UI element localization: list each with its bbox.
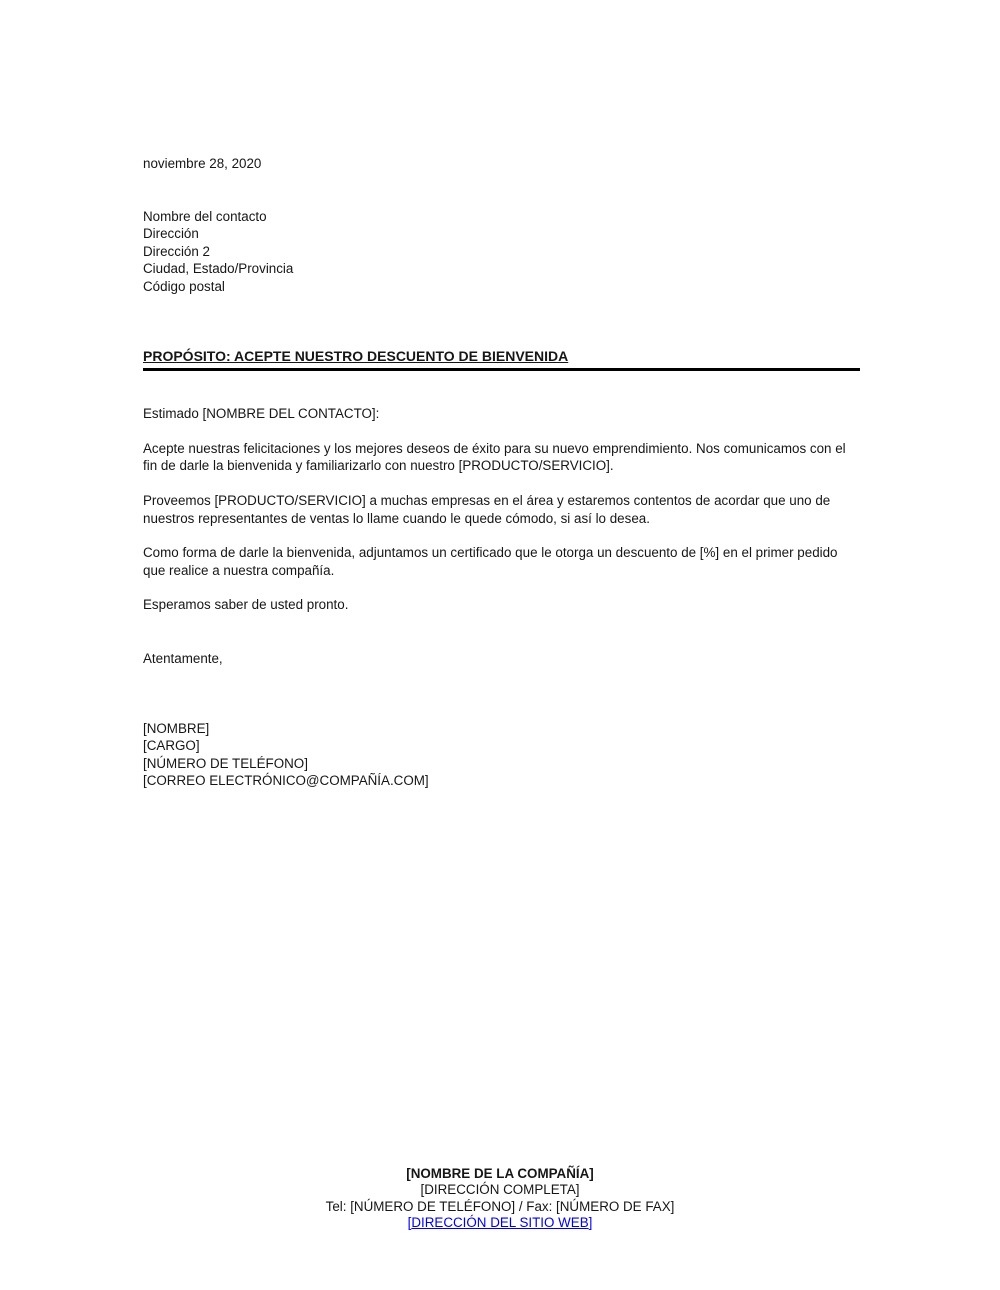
recipient-address-2: Dirección 2	[143, 243, 210, 259]
signature-name: [NOMBRE]	[143, 720, 210, 736]
signature-title: [CARGO]	[143, 738, 200, 754]
letter-date: noviembre 28, 2020	[143, 156, 262, 171]
footer-company-address: [DIRECCIÓN COMPLETA]	[420, 1182, 580, 1198]
body-paragraph-4: Esperamos saber de usted pronto.	[143, 597, 349, 613]
company-footer	[0, 1166, 1000, 1232]
website-open-bracket: [	[407, 1215, 412, 1231]
website-link[interactable]: DIRECCIÓN DEL SITIO WEB	[411, 1215, 589, 1231]
letter-body	[143, 0, 860, 790]
recipient-address-block	[143, 208, 860, 296]
body-paragraph-2: Proveemos [PRODUCTO/SERVICIO] a muchas empresas en el área y estaremos contentos de acordar que uno de nuestros representantes de ventas lo llame cuando le quede cómodo, si así lo desea.	[143, 492, 831, 526]
signature-phone: [NÚMERO DE TELÉFONO]	[143, 755, 308, 771]
footer-website-line	[0, 1215, 1000, 1231]
website-close-bracket: ]	[588, 1215, 593, 1231]
recipient-city-state: Ciudad, Estado/Provincia	[143, 261, 294, 277]
recipient-name: Nombre del contacto	[143, 208, 267, 224]
salutation: Estimado [NOMBRE DEL CONTACTO]:	[143, 406, 380, 422]
subject-line	[143, 348, 860, 372]
signature-email: [CORREO ELECTRÓNICO@COMPAÑÍA.COM]	[143, 773, 429, 789]
body-paragraph-3: Como forma de darle la bienvenida, adjuntamos un certificado que le otorga un descuento de [%] en el primer pedido que realice a nuestra compañía.	[143, 545, 838, 578]
closing: Atentamente,	[143, 650, 223, 666]
signature-block	[143, 720, 860, 790]
recipient-postal-code: Código postal	[143, 278, 225, 294]
footer-phone-fax: Tel: [NÚMERO DE TELÉFONO] / Fax: [NÚMERO DE FAX]	[325, 1198, 675, 1214]
recipient-address-1: Dirección	[143, 226, 199, 242]
body-paragraph-1: Acepte nuestras felicitaciones y los mejores deseos de éxito para su nuevo emprendimiento. Nos comunicamos con el fin de darle la bienvenida y familiarizarlo con nuestro [PRODUCTO/SERVICIO].	[143, 440, 846, 474]
subject-text: PROPÓSITO: ACEPTE NUESTRO DESCUENTO DE BIENVENIDA	[143, 347, 569, 364]
footer-company-name: [NOMBRE DE LA COMPAÑÍA]	[406, 1166, 594, 1181]
